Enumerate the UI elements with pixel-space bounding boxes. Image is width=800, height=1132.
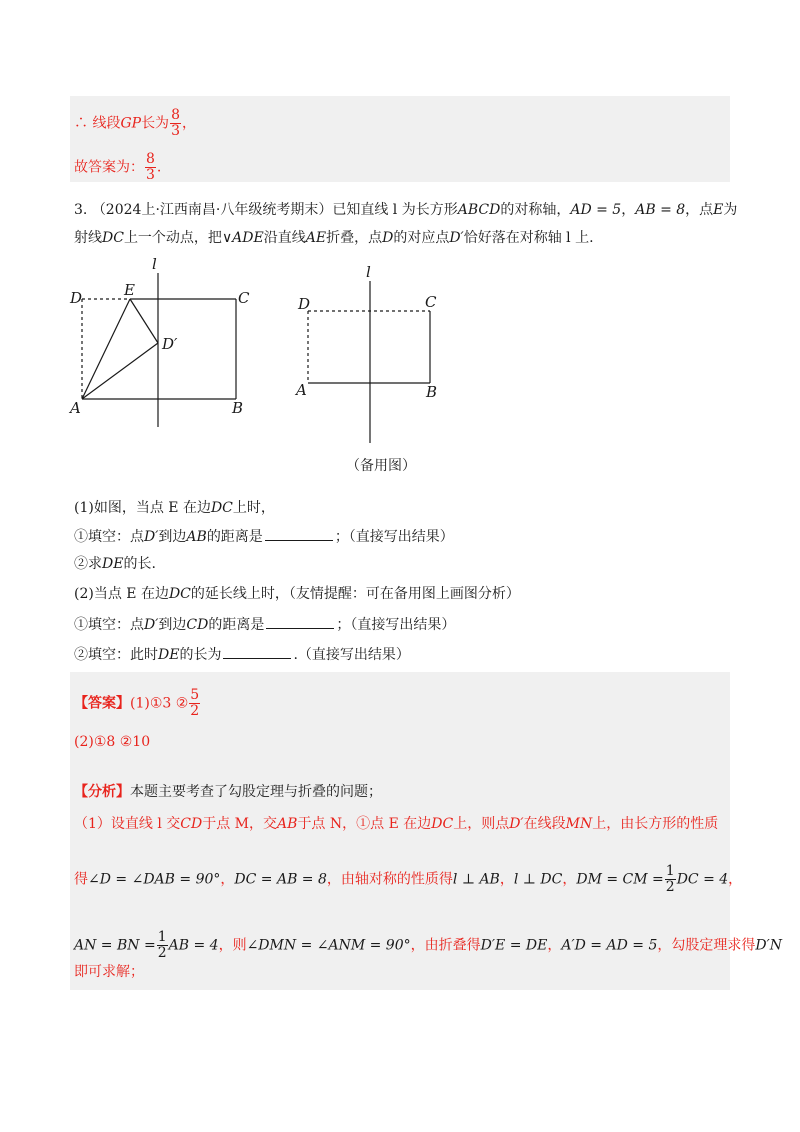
- fraction-5-2: $\frac{5}{2}$: [190, 687, 200, 719]
- question-2: (2)当点 E 在边DC的延长线上时，（友情提醒：可在备用图上画图分析）: [74, 586, 520, 602]
- gp-length-line: ∴ 线段GP长为 $\frac{8}{3}$ ，: [74, 107, 196, 139]
- analysis-step-2: 得∠D = ∠DAB = 90°，DC = AB = 8，由轴对称的性质得l ⊥ AB，l ⊥ DC，DM = CM = $\frac{1}{2}$ DC = 4，: [74, 863, 743, 895]
- segment-adp: [82, 343, 158, 399]
- figure-right: [308, 281, 430, 443]
- fraction-1-2-b: $\frac{1}{2}$: [157, 929, 167, 961]
- question-2b: ②填空：此时DE的长为 .（直接写出结果）: [74, 644, 410, 665]
- label-c-right: C: [425, 293, 437, 311]
- answer-blank-1a[interactable]: [265, 526, 333, 541]
- problem-line-2: 射线DC上一个动点，把∨ADE沿直线AE折叠，点D的对应点D′恰好落在对称轴 l 上.: [74, 230, 594, 246]
- segment-edp: [130, 299, 158, 343]
- fraction-8-3: $\frac{8}{3}$: [171, 107, 180, 139]
- analysis-step-4: 即可求解；: [74, 964, 144, 980]
- analysis-step-3: AN = BN = $\frac{1}{2}$ AB = 4，则∠DMN = ∠ANM = 90°，由折叠得D′E = DE，A′D = AD = 5，勾股定理求得D′N: [74, 929, 783, 961]
- answer-restate-line: 故答案为： $\frac{8}{3}$ .: [74, 151, 162, 183]
- label-d-right: D: [298, 295, 311, 313]
- figure-caption: （备用图）: [346, 458, 416, 474]
- label-b-right: B: [426, 383, 438, 401]
- question-2a: ①填空：点D′到边CD的距离是 ；（直接写出结果）: [74, 614, 455, 635]
- label-c-left: C: [238, 289, 250, 307]
- answer-blank-2a[interactable]: [266, 614, 334, 629]
- fraction-1-2-a: $\frac{1}{2}$: [665, 863, 675, 895]
- label-b-left: B: [232, 399, 244, 417]
- figure-left: [82, 273, 236, 427]
- analysis-step-1: （1）设直线 l 交CD于点 M，交AB于点 N，①点 E 在边DC上，则点D′在线段MN上，由长方形的性质: [74, 816, 719, 832]
- geometry-figures: [0, 255, 800, 455]
- label-e-left: E: [124, 281, 135, 299]
- question-1a: ①填空：点D′到边AB的距离是 ；（直接写出结果）: [74, 526, 454, 547]
- label-d-left: D: [70, 289, 83, 307]
- analysis-label: 【分析】: [74, 784, 130, 800]
- fraction-8-3-b: $\frac{8}{3}$: [146, 151, 155, 183]
- label-l-left: l: [152, 255, 157, 273]
- segment-ae: [82, 299, 130, 399]
- label-dprime-left: D′: [162, 335, 178, 353]
- problem-line-1: 3. （2024上·江西南昌·八年级统考期末）已知直线 l 为长方形ABCD的对称轴，AD = 5，AB = 8，点E为: [74, 202, 738, 218]
- question-1b: ②求DE的长.: [74, 556, 156, 572]
- label-a-left: A: [70, 399, 81, 417]
- label-l-right: l: [366, 263, 371, 281]
- answer-blank-2b[interactable]: [223, 644, 291, 659]
- answer-label: 【答案】: [74, 695, 130, 712]
- question-1: (1)如图，当点 E 在边DC上时，: [74, 500, 275, 516]
- answer-line-2: (2)①8 ②10: [74, 734, 151, 750]
- analysis-intro: 【分析】本题主要考查了勾股定理与折叠的问题；: [74, 784, 382, 800]
- label-a-right: A: [296, 381, 307, 399]
- answer-line-1: 【答案】(1)①3 ② $\frac{5}{2}$: [74, 687, 200, 719]
